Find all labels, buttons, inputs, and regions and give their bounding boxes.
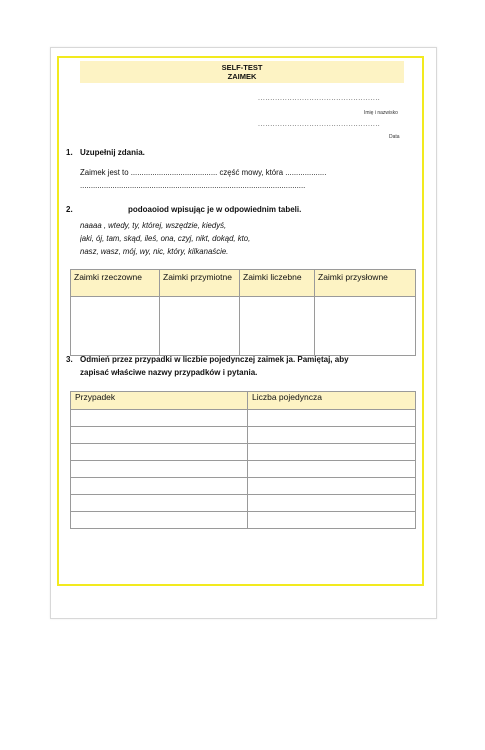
answer-cell-przyslowne[interactable] xyxy=(315,297,416,356)
title-banner xyxy=(80,61,404,83)
answer-cell-rzeczowne[interactable] xyxy=(71,297,160,356)
case-cell[interactable] xyxy=(71,461,248,478)
q1-line-2: ........................................................................................................ xyxy=(80,181,306,190)
table-row xyxy=(71,512,416,529)
case-cell[interactable] xyxy=(71,512,248,529)
date-label: Data xyxy=(389,134,400,140)
pronoun-types-table xyxy=(70,269,416,356)
title-line-1: SELF-TEST xyxy=(221,63,263,72)
name-dots: .................................................. xyxy=(258,95,381,102)
declension-table xyxy=(70,391,416,529)
name-label: Imię i nazwisko xyxy=(364,110,398,116)
col-header-przyslowne: Zaimki przysłowne xyxy=(315,270,416,297)
q2-title: podoaoiod wpisując je w odpowiednim tabeli. xyxy=(128,205,302,214)
q3-line-1: Odmień przez przypadki w liczbie pojedynczej zaimek ja. Pamiętaj, aby xyxy=(80,355,349,364)
col-header-przymiotne: Zaimki przymiotne xyxy=(160,270,240,297)
q2-words-line-1: naaaa , wtedy, ty, której, wszędzie, kiedyś, xyxy=(80,221,227,230)
col-header-liczebne: Zaimki liczebne xyxy=(240,270,315,297)
answer-cell-przymiotne[interactable] xyxy=(160,297,240,356)
col-header-case: Przypadek xyxy=(71,392,248,410)
q1-number: 1. xyxy=(66,148,73,157)
form-cell[interactable] xyxy=(248,410,416,427)
q2-number: 2. xyxy=(66,205,73,214)
form-cell[interactable] xyxy=(248,444,416,461)
col-header-rzeczowne: Zaimki rzeczowne xyxy=(71,270,160,297)
q3-line-2: zapisać właściwe nazwy przypadków i pytania. xyxy=(80,368,258,377)
form-cell[interactable] xyxy=(248,495,416,512)
case-cell[interactable] xyxy=(71,495,248,512)
form-cell[interactable] xyxy=(248,478,416,495)
date-dots: .................................................. xyxy=(258,121,381,128)
table-row xyxy=(71,495,416,512)
col-header-singular: Liczba pojedyncza xyxy=(248,392,416,410)
form-cell[interactable] xyxy=(248,427,416,444)
case-cell[interactable] xyxy=(71,478,248,495)
table-row xyxy=(71,410,416,427)
q3-number: 3. xyxy=(66,355,73,364)
table-row xyxy=(71,444,416,461)
table-row xyxy=(71,461,416,478)
table-row xyxy=(71,427,416,444)
q1-title: Uzupełnij zdania. xyxy=(80,148,145,157)
case-cell[interactable] xyxy=(71,410,248,427)
title-line-2: ZAIMEK xyxy=(227,72,257,81)
q2-words-line-2: jaki, ój, tam, skąd, ileś, ona, czyj, nikt, dokąd, kto, xyxy=(80,234,251,243)
case-cell[interactable] xyxy=(71,427,248,444)
q2-words-line-3: nasz, wasz, mój, wy, nic, który, kilkanaście. xyxy=(80,247,229,256)
q1-line-1: Zaimek jest to ........................................ część mowy, która ................... xyxy=(80,168,327,177)
answer-cell-liczebne[interactable] xyxy=(240,297,315,356)
form-cell[interactable] xyxy=(248,461,416,478)
table-row xyxy=(71,478,416,495)
case-cell[interactable] xyxy=(71,444,248,461)
form-cell[interactable] xyxy=(248,512,416,529)
